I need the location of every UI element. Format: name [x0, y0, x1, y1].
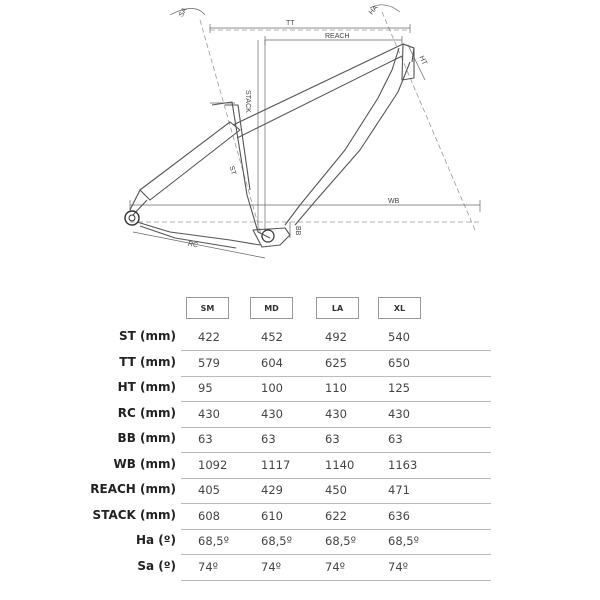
reach-label: REACH [325, 33, 350, 40]
table-cell: 604 [261, 355, 283, 370]
table-cell: 636 [388, 508, 410, 523]
row-label: ST (mm) [119, 329, 176, 343]
table-cell: 1140 [325, 457, 355, 472]
ha-label: HA [367, 4, 380, 17]
table-cell: 610 [261, 508, 283, 523]
row-label: STACK (mm) [92, 507, 176, 522]
row-label: BB (mm) [117, 431, 176, 445]
table-cell: 68,5º [261, 534, 293, 548]
tt-label: TT [286, 20, 295, 27]
row-label: HT (mm) [117, 380, 176, 394]
row-label: RC (mm) [117, 405, 176, 420]
rc-label: RC [187, 240, 199, 250]
wb-label: WB [388, 198, 400, 205]
table-cell: 95 [198, 381, 213, 395]
table-row-st [0, 326, 600, 350]
table-cell: 63 [261, 432, 276, 446]
table-cell: 452 [261, 330, 283, 344]
row-label: Sa (º) [137, 558, 176, 573]
rear-axle-hub [129, 215, 135, 221]
row-label: WB (mm) [113, 456, 176, 471]
table-cell: 110 [325, 381, 347, 395]
table-cell: 430 [388, 406, 410, 421]
table-row-bb [0, 428, 600, 452]
table-cell: 74º [198, 559, 219, 574]
bottom-bracket [262, 230, 274, 242]
size-header-md: MD [250, 297, 293, 319]
table-cell: 608 [198, 508, 220, 523]
frame-outline [130, 44, 414, 248]
table-row-tt [0, 352, 600, 376]
table-cell: 650 [388, 355, 410, 370]
bb-label: BB [294, 226, 301, 236]
size-header-la: LA [316, 297, 359, 319]
sa-label: SA [177, 6, 189, 19]
row-label: Ha (º) [135, 533, 176, 547]
table-cell: 74º [388, 559, 409, 574]
table-cell: 579 [198, 355, 220, 370]
table-cell: 405 [198, 483, 220, 497]
size-header-xl: XL [378, 297, 421, 319]
table-row-ha [0, 530, 600, 554]
ht-label: HT [417, 54, 428, 67]
table-cell: 1092 [198, 457, 228, 472]
table-row-sa [0, 556, 600, 580]
table-cell: 63 [388, 432, 403, 446]
row-divider [181, 580, 491, 581]
bike-frame-diagram [0, 0, 600, 280]
table-cell: 1117 [261, 457, 291, 472]
table-cell: 471 [388, 483, 410, 497]
size-header-sm: SM [186, 297, 229, 319]
table-cell: 74º [325, 559, 346, 574]
rear-axle [125, 211, 139, 225]
table-cell: 492 [325, 330, 347, 344]
dimension-lines [130, 5, 480, 258]
row-label: REACH (mm) [90, 482, 176, 496]
table-cell: 125 [388, 381, 410, 395]
table-cell: 68,5º [388, 534, 420, 548]
table-cell: 100 [261, 381, 283, 395]
table-cell: 450 [325, 483, 347, 497]
table-row-stack [0, 505, 600, 529]
table-row-wb [0, 454, 600, 478]
st-label: ST [227, 165, 237, 176]
table-row-reach [0, 479, 600, 503]
table-cell: 63 [198, 432, 213, 446]
table-cell: 74º [261, 559, 282, 574]
table-cell: 430 [198, 406, 220, 421]
stack-label: STACK [244, 90, 251, 113]
table-cell: 63 [325, 432, 340, 446]
row-label: TT (mm) [119, 354, 176, 369]
table-cell: 1163 [388, 457, 418, 472]
table-cell: 422 [198, 330, 220, 344]
table-cell: 430 [325, 406, 347, 421]
table-row-ht [0, 377, 600, 401]
table-cell: 625 [325, 355, 347, 370]
table-row-rc [0, 403, 600, 427]
construction-lines [130, 12, 480, 238]
table-cell: 430 [261, 406, 283, 421]
table-cell: 68,5º [325, 534, 357, 548]
table-cell: 429 [261, 483, 283, 497]
table-cell: 68,5º [198, 534, 230, 548]
table-cell: 540 [388, 330, 410, 344]
table-cell: 622 [325, 508, 347, 523]
